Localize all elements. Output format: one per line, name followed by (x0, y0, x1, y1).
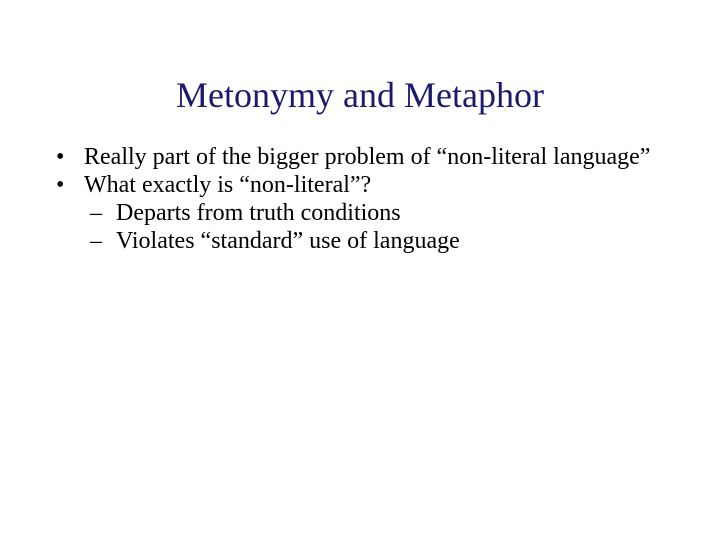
sub-bullet-text: Violates “standard” use of language (116, 228, 460, 254)
slide-body (50, 143, 690, 255)
bullet-text: What exactly is “non-literal”? (84, 172, 372, 198)
sub-bullet-item (50, 227, 690, 255)
sub-bullet-item (50, 199, 690, 227)
bullet-item (50, 171, 690, 199)
sub-bullet-text: Departs from truth conditions (116, 200, 401, 226)
slide-title: Metonymy and Metaphor (176, 75, 544, 115)
bullet-marker: • (56, 172, 65, 198)
bullet-text: Really part of the bigger problem of “non-literal language” (84, 144, 651, 170)
bullet-marker: • (56, 144, 65, 170)
sub-bullet-marker: – (90, 200, 102, 226)
sub-bullet-marker: – (90, 228, 102, 254)
bullet-item (50, 143, 690, 171)
